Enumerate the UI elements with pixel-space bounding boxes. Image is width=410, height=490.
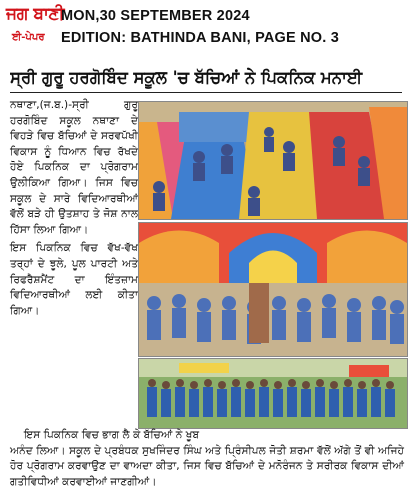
inflatable-slide-children-photo xyxy=(138,101,408,220)
logo-subtext: ਈ-ਪੇਪਰ xyxy=(12,32,45,43)
article-paragraph: ਇਸ ਪਿਕਨਿਕ ਵਿਚ ਵੱਖ-ਵੱਖ ਤਰ੍ਹਾਂ ਦੇ ਝੂਲੇ, ਪੂਲ ਪਾਰਟੀ ਅਤੇ ਰਿਫਰੈਸ਼ਮੈਂਟ ਦਾ ਇੰਤਜ਼ਾਮ ਵਿਦਿਆਰਥੀਆਂ ਲਈ ਕੀਤਾ ਗਿਆ। xyxy=(10,242,138,317)
logo-text: ਜਗ ਬਾਣੀ xyxy=(6,4,65,24)
school-group-photo xyxy=(138,358,408,429)
article-paragraph: ਨਥਾਣਾ,(ਜ.ਬ.)-ਸ੍ਰੀ ਗੁਰੂ ਹਰਗੋਬਿੰਦ ਸਕੂਲ ਨਥਾਣਾ ਦੇ ਵਿਹੜੇ ਵਿਚ ਬੱਚਿਆਂ ਦੇ ਸਰਵਪੱਖੀ ਵਿਕਾਸ ਨੂੰ ਧਿਆਨ ਵਿਚ ਰੱਖਦੇ ਹੋਏ ਪਿਕਨਿਕ ਦਾ ਪ੍ਰੋਗਰਾਮ ਉਲੀਕਿਆ ਗਿਆ। ਜਿਸ ਵਿਚ ਸਕੂਲ ਦੇ ਸਾਰੇ ਵਿਦਿਆਰਥੀਆਂ ਵੱਲੋਂ ਬੜੇ ਹੀ ਉਤਸ਼ਾਹ ਤੇ ਜੋਸ਼ ਨਾਲ ਹਿੱਸਾ ਲਿਆ ਗਿਆ। xyxy=(10,99,138,236)
masthead xyxy=(0,0,410,60)
article-headline: ਸ੍ਰੀ ਗੁਰੂ ਹਰਗੋਬਿੰਦ ਸਕੂਲ 'ਚ ਬੱਚਿਆਂ ਨੇ ਪਿਕਨਿਕ ਮਨਾਈ xyxy=(10,64,402,93)
bouncy-castle-group-photo xyxy=(138,222,408,357)
edition-line: EDITION: BATHINDA BANI, PAGE NO. 3 xyxy=(61,30,340,46)
article-paragraph: ਇਸ ਪਿਕਨਿਕ ਵਿਚ ਭਾਗ ਲੈ ਕੇ ਬੱਚਿਆਂ ਨੇ ਖੂਬ xyxy=(24,429,200,441)
article-bottom-text xyxy=(10,428,404,490)
jag-bani-logo xyxy=(6,4,65,54)
article-paragraph: ਅਨੰਦ ਲਿਆ। ਸਕੂਲ ਦੇ ਪ੍ਰਬੰਧਕ ਸੁਖਜਿੰਦਰ ਸਿੰਘ ਅਤੇ ਪ੍ਰਿੰਸੀਪਲ ਜੋਤੀ ਸ਼ਰਮਾ ਵੱਲੋਂ ਅੱਗੇ ਤੋਂ ਵੀ ਅਜਿਹੇ ਹੋਰ ਪ੍ਰੋਗਰਾਮ ਕਰਵਾਉਣ ਦਾ ਵਾਅਦਾ ਕੀਤਾ, ਜਿਸ ਵਿਚ ਬੱਚਿਆਂ ਦੇ ਮਨੋਰੰਜਨ ਤੇ ਸਰੀਰਕ ਵਿਕਾਸ ਦੀਆਂ ਗਤੀਵਿਧੀਆਂ ਕਰਵਾਈਆਂ ਜਾਣਗੀਆਂ। xyxy=(10,444,404,488)
article-body-column xyxy=(10,98,138,322)
dateline: MON,30 SEPTEMBER 2024 xyxy=(61,8,250,24)
